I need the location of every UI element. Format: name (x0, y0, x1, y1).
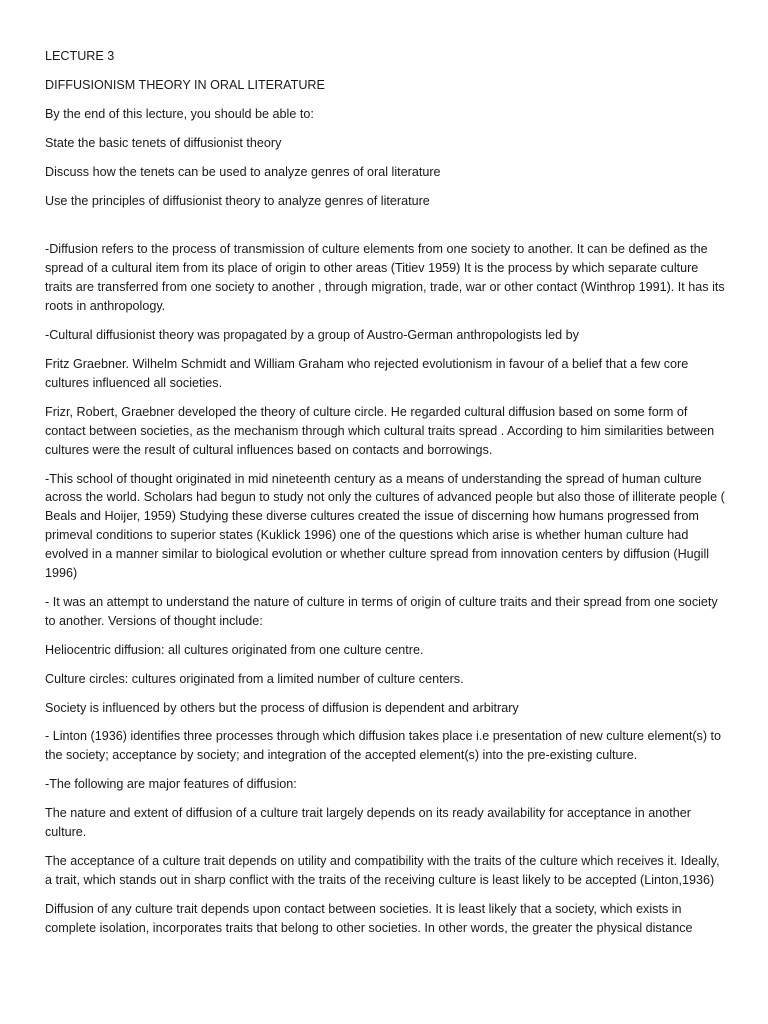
body-paragraph: -This school of thought originated in mid nineteenth century as a means of understanding the spread of human culture across the world. Scholars had begun to study not only the cultures of advanced people but also those of illiterate people ( Beals and Hoijer, 1959) Studying these diverse cultures created the issue of discerning how humans progressed from primeval conditions to superior states (Kuklick 1996) one of the questions which arise is whether human culture had evolved in a manner similar to biological evolution or whether culture spread from innovation centers by diffusion (Hugill 1996) (45, 471, 725, 581)
document-page (45, 47, 725, 948)
list-item: Culture circles: cultures originated from a limited number of culture centers. (45, 671, 464, 686)
objective-item: Discuss how the tenets can be used to analyze genres of oral literature (45, 164, 441, 179)
body-paragraph: - It was an attempt to understand the nature of culture in terms of origin of culture traits and their spread from one society to another. Versions of thought include: (45, 594, 718, 628)
body-paragraph: Frizr, Robert, Graebner developed the theory of culture circle. He regarded cultural diffusion based on some form of contact between societies, as the mechanism through which cultural traits spread . According to him similarities between cultures were the result of cultural influences based on contacts and borrowings. (45, 404, 715, 457)
objective-item: Use the principles of diffusionist theory to analyze genres of literature (45, 193, 430, 208)
list-item: The acceptance of a culture trait depends on utility and compatibility with the traits of the culture which receives it. Ideally, a trait, which stands out in sharp conflict with the traits of the receiving culture is least likely to be accepted (Linton,1936) (45, 854, 720, 887)
objectives-intro: By the end of this lecture, you should be able to: (45, 106, 314, 121)
body-paragraph: -The following are major features of diffusion: (45, 777, 297, 792)
list-item: Diffusion of any culture trait depends upon contact between societies. It is least likely that a society, which exists in complete isolation, incorporates traits that belong to other societies. In other words, the greater the physical distance (45, 901, 693, 935)
lecture-title: DIFFUSIONISM THEORY IN ORAL LITERATURE (45, 77, 325, 92)
body-paragraph: - Linton (1936) identifies three processes through which diffusion takes place i.e presentation of new culture element(s) to the society; acceptance by society; and integration of the accepted element(s) into the pre-existing culture. (45, 729, 722, 763)
body-paragraph: Fritz Graebner. Wilhelm Schmidt and William Graham who rejected evolutionism in favour of a belief that a few core cultures influenced all societies. (45, 356, 689, 390)
lecture-number: LECTURE 3 (45, 49, 115, 63)
objective-item: State the basic tenets of diffusionist theory (45, 135, 282, 150)
list-item: Society is influenced by others but the process of diffusion is dependent and arbitrary (45, 700, 519, 715)
body-paragraph: -Cultural diffusionist theory was propagated by a group of Austro-German anthropologists led by (45, 328, 579, 343)
body-paragraph: -Diffusion refers to the process of transmission of culture elements from one society to another. It can be defined as the spread of a cultural item from its place of origin to other areas (Titiev 1959) It is the process by which separate culture traits are transferred from one society to another , through migration, trade, war or other contact (Winthrop 1991). It has its roots in anthropology. (45, 242, 725, 314)
list-item: The nature and extent of diffusion of a culture trait largely depends on its ready availability for acceptance in another culture. (45, 806, 691, 840)
list-item: Heliocentric diffusion: all cultures originated from one culture centre. (45, 642, 424, 657)
